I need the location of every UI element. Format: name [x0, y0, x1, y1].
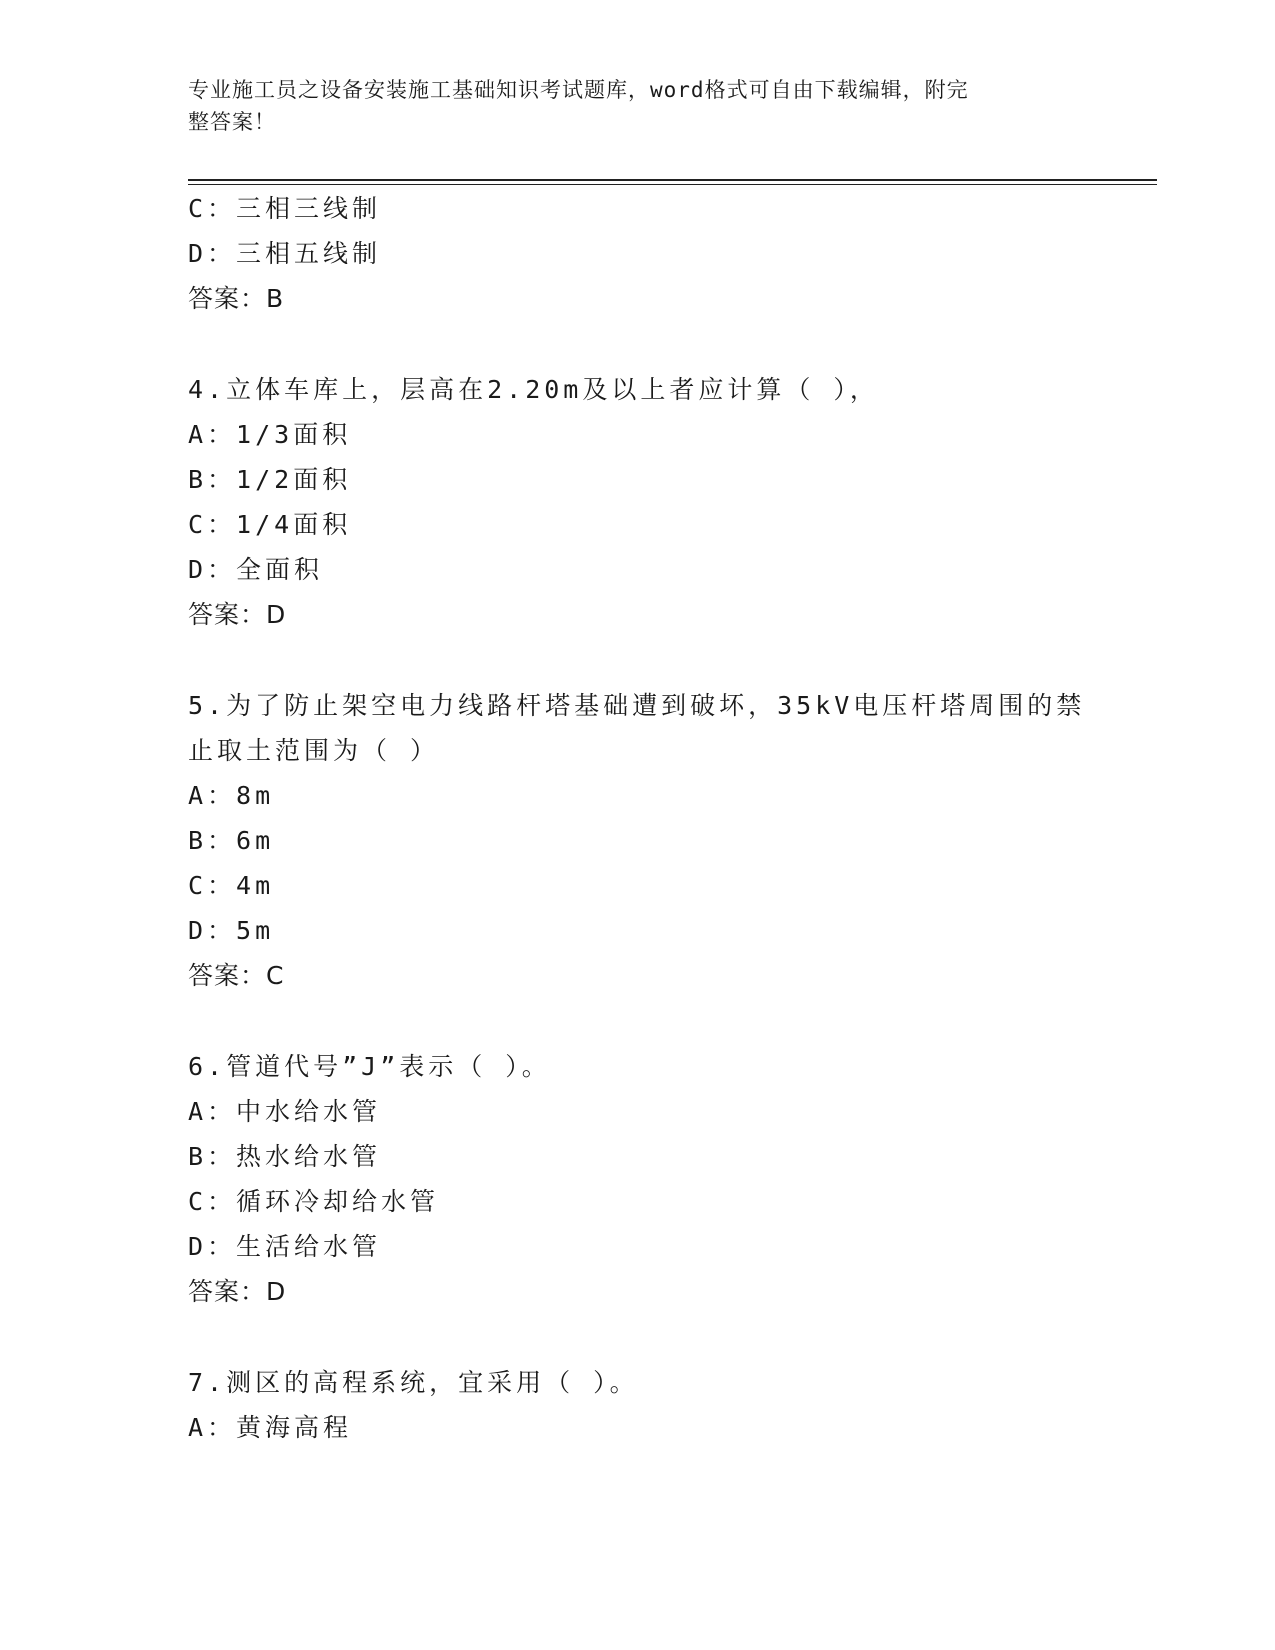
header-rule-thin: [188, 184, 1157, 185]
q6-question: 6.管道代号”J”表示（ ）。: [188, 1052, 551, 1081]
q3-option-c: C：三相三线制: [188, 194, 382, 223]
q6-option-c: C：循环冷却给水管: [188, 1187, 440, 1216]
header-rule-thick: [188, 179, 1157, 181]
q4-question: 4.立体车库上，层高在2.20m及以上者应计算（ ），: [188, 375, 879, 404]
q3-answer: 答案：B: [188, 284, 285, 313]
q7-option-a: A：黄海高程: [188, 1413, 353, 1442]
q4-option-b: B：1/2面积: [188, 465, 352, 494]
q5-question-line-1: 5.为了防止架空电力线路杆塔基础遭到破坏，35kV电压杆塔周围的禁: [188, 691, 1086, 720]
q5-answer: 答案：C: [188, 961, 285, 990]
q3-option-d: D：三相五线制: [188, 239, 382, 268]
q6-option-d: D：生活给水管: [188, 1232, 382, 1261]
q5-option-b: B：6m: [188, 826, 275, 855]
q6-answer: 答案：D: [188, 1277, 287, 1306]
q4-option-a: A：1/3面积: [188, 420, 352, 449]
q7-question: 7.测区的高程系统，宜采用（ ）。: [188, 1368, 639, 1397]
header-title-line-2: 整答案！: [188, 110, 276, 134]
q5-option-d: D：5m: [188, 916, 275, 945]
q6-option-b: B：热水给水管: [188, 1142, 382, 1171]
q4-option-d: D：全面积: [188, 555, 324, 584]
q5-option-c: C：4m: [188, 871, 275, 900]
document-header: [188, 74, 1068, 138]
q5-option-a: A：8m: [188, 781, 275, 810]
header-title-line-1: 专业施工员之设备安装施工基础知识考试题库，word格式可自由下载编辑，附完: [188, 78, 969, 102]
q6-option-a: A：中水给水管: [188, 1097, 382, 1126]
q4-answer: 答案：D: [188, 600, 287, 629]
q5-question-line-2: 止取土范围为（ ）: [188, 736, 440, 765]
q4-option-c: C：1/4面积: [188, 510, 352, 539]
